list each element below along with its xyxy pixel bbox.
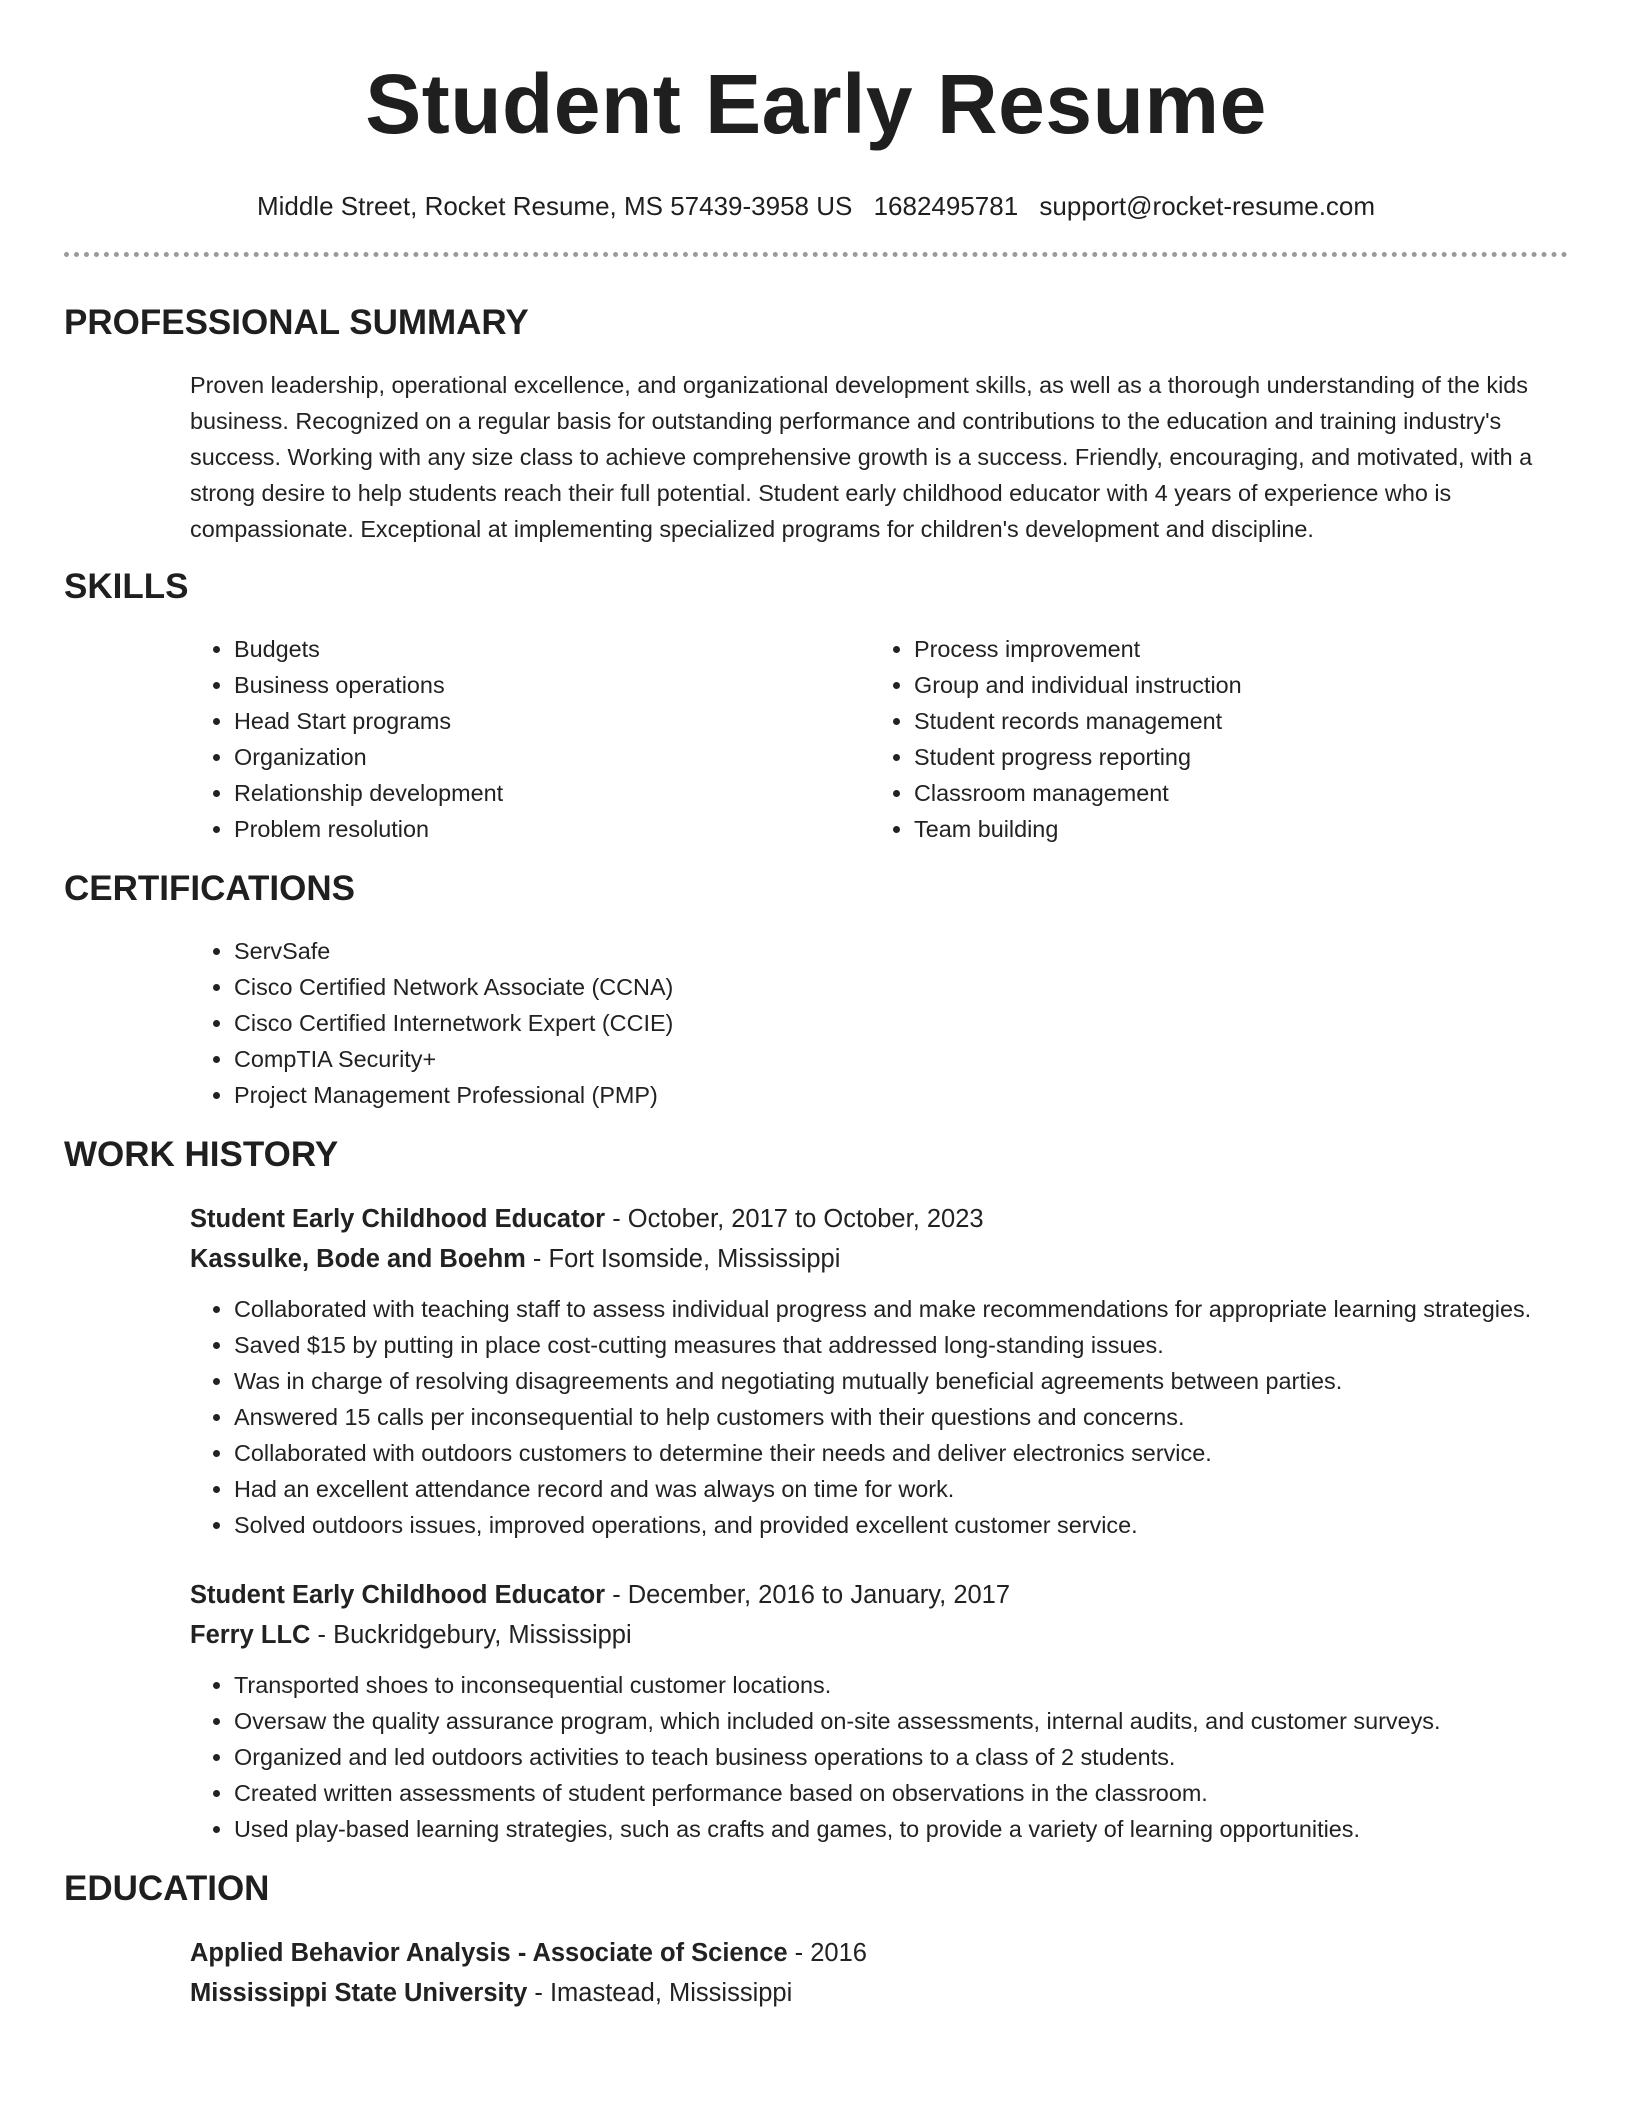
skill-item: • Head Start programs (234, 703, 870, 739)
job-bullet: • Transported shoes to inconsequential customer locations. (234, 1667, 1568, 1703)
skill-item: • Student progress reporting (914, 739, 1550, 775)
job-entry (190, 1575, 1568, 1847)
job-bullet: • Collaborated with teaching staff to assess individual progress and make recommendations for appropriate learning strategies. (234, 1291, 1568, 1327)
job-title: Student Early Childhood Educator (190, 1581, 606, 1609)
skill-item: • Business operations (234, 667, 870, 703)
skills-heading: SKILLS (64, 567, 189, 606)
education-year: - 2016 (787, 1939, 867, 1967)
header-divider (64, 252, 1568, 257)
job-bullet: • Solved outdoors issues, improved operations, and provided excellent customer service. (234, 1507, 1568, 1543)
education-school: Mississippi State University (190, 1979, 528, 2007)
skills-column-left (190, 631, 870, 847)
skill-item: • Group and individual instruction (914, 667, 1550, 703)
skill-item: • Team building (914, 811, 1550, 847)
skills-list (190, 631, 1568, 847)
work-history-heading: WORK HISTORY (64, 1135, 339, 1174)
job-company-line (190, 1239, 1568, 1279)
contact-address: Middle Street, Rocket Resume, MS 57439-3958 US (256, 191, 853, 221)
job-title: Student Early Childhood Educator (190, 1205, 606, 1233)
job-bullet: • Collaborated with outdoors customers to determine their needs and deliver electronics service. (234, 1435, 1568, 1471)
skill-item: • Relationship development (234, 775, 870, 811)
job-bullet: • Was in charge of resolving disagreements and negotiating mutually beneficial agreements between parties. (234, 1363, 1568, 1399)
job-entry (190, 1199, 1568, 1543)
job-bullet: • Oversaw the quality assurance program, which included on-site assessments, internal audits, and customer surveys. (234, 1703, 1568, 1739)
skill-item: • Student records management (914, 703, 1550, 739)
contact-phone: 1682495781 (873, 191, 1019, 221)
education-school-line (190, 1973, 1568, 2013)
job-company-line (190, 1615, 1568, 1655)
certification-item: • Cisco Certified Network Associate (CCNA) (234, 969, 1568, 1005)
education-degree: Applied Behavior Analysis - Associate of Science (190, 1939, 788, 1967)
job-bullet: • Created written assessments of student performance based on observations in the classroom. (234, 1775, 1568, 1811)
certification-item: • ServSafe (234, 933, 1568, 969)
education-location: - Imastead, Mississippi (527, 1979, 793, 2007)
summary-text: Proven leadership, operational excellence, and organizational development skills, as well as a thorough understanding of the kids business. Recognized on a regular basis for outstanding performance and contributions to the education and training industry's success. Working with any size class to achieve comprehensive growth is a success. Friendly, encouraging, and motivated, with a strong desire to help students reach their full potential. Student early childhood educator with 4 years of experience who is compassionate. Exceptional at implementing specialized programs for children's development and discipline. (190, 372, 1533, 542)
job-bullet: • Organized and led outdoors activities to teach business operations to a class of 2 students. (234, 1739, 1568, 1775)
job-location: - Buckridgebury, Mississippi (310, 1621, 632, 1649)
job-dates: - December, 2016 to January, 2017 (605, 1581, 1011, 1609)
education-entry (190, 1933, 1568, 2013)
resume-name: Student Early Resume (365, 57, 1267, 151)
job-company: Kassulke, Bode and Boehm (190, 1245, 526, 1273)
skills-column-right (870, 631, 1550, 847)
contact-line (64, 188, 1568, 224)
job-dates: - October, 2017 to October, 2023 (605, 1205, 984, 1233)
certification-item: • CompTIA Security+ (234, 1041, 1568, 1077)
certifications-list (190, 933, 1568, 1113)
education-degree-line (190, 1933, 1568, 1973)
job-bullet: • Answered 15 calls per inconsequential to help customers with their questions and concerns. (234, 1399, 1568, 1435)
skill-item: • Problem resolution (234, 811, 870, 847)
certification-item: • Cisco Certified Internetwork Expert (CCIE) (234, 1005, 1568, 1041)
job-location: - Fort Isomside, Mississippi (525, 1245, 841, 1273)
skill-item: • Budgets (234, 631, 870, 667)
contact-email: support@rocket-resume.com (1039, 191, 1376, 221)
skill-item: • Classroom management (914, 775, 1550, 811)
certifications-heading: CERTIFICATIONS (64, 869, 356, 908)
skill-item: • Organization (234, 739, 870, 775)
job-title-line (190, 1199, 1568, 1239)
job-title-line (190, 1575, 1568, 1615)
job-company: Ferry LLC (190, 1621, 311, 1649)
job-bullet: • Saved $15 by putting in place cost-cutting measures that addressed long-standing issues. (234, 1327, 1568, 1363)
summary-heading: PROFESSIONAL SUMMARY (64, 303, 529, 342)
job-bullet: • Used play-based learning strategies, such as crafts and games, to provide a variety of learning opportunities. (234, 1811, 1568, 1847)
education-heading: EDUCATION (64, 1869, 270, 1908)
resume-page (64, 0, 1568, 2013)
skill-item: • Process improvement (914, 631, 1550, 667)
certification-item: • Project Management Professional (PMP) (234, 1077, 1568, 1113)
job-bullet: • Had an excellent attendance record and was always on time for work. (234, 1471, 1568, 1507)
